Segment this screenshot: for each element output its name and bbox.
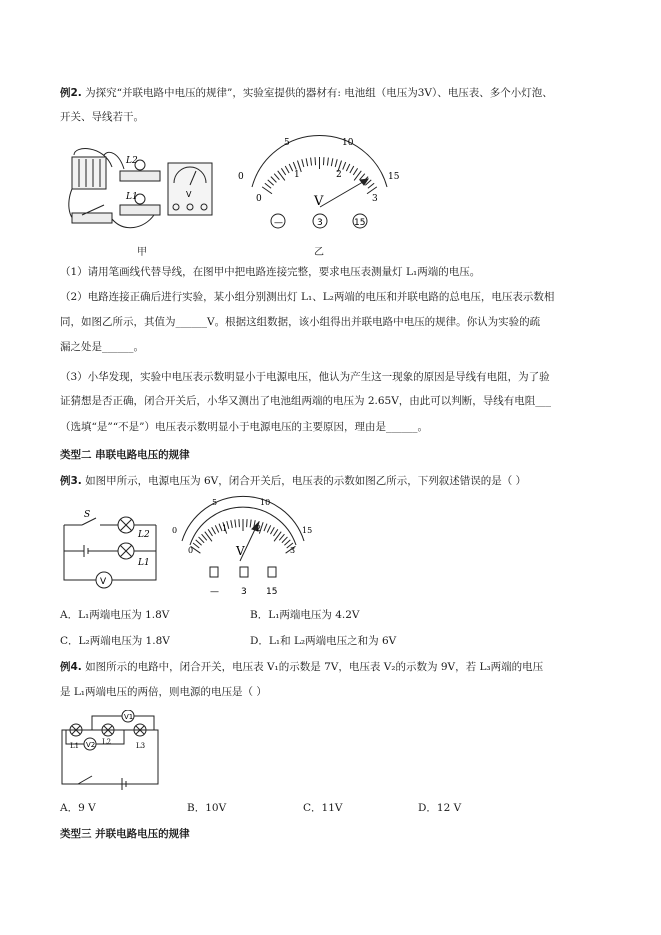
dial-tick [289, 164, 292, 171]
dial-tick [250, 520, 251, 528]
ex4-option-c[interactable]: C．11V [303, 802, 343, 814]
ex3-terminal-3 [240, 567, 248, 577]
ex3-meter-v: V [236, 544, 245, 558]
dial-tick [239, 519, 240, 527]
dial-tick [193, 543, 199, 548]
ex3-terminal-minus [210, 567, 218, 577]
dial-tick [335, 159, 337, 167]
ex2-label: 例2. [60, 87, 82, 99]
dial-tick [273, 529, 277, 536]
ex3-label: 例3. [60, 475, 82, 487]
ex3-meter [168, 495, 318, 600]
dial-tick [231, 520, 233, 528]
dial-tick [311, 158, 312, 166]
ex2-stem-2: 开关、导线若干。 [60, 111, 144, 123]
dial-tick [293, 162, 296, 169]
ex4-label-v2: V2 [86, 741, 96, 749]
ex2-q2-l1: （2）电路连接正确后进行实验，某小组分别测出灯 L₁、L₂两端的电压和并联电路的总电压，电压表示数相 [60, 291, 555, 303]
ex2-q3-l2: 证猜想是否正确，闭合开关后，小华又测出了电池组两端的电压为 2.65V，由此可以判断，导线有电阻___ [60, 395, 552, 407]
ex4-label-l3: L3 [136, 742, 146, 750]
ex2-q3-l1: （3）小华发现，实验中电压表示数明显小于电源电压，他认为产生这一现象的原因是导线有电阻，为了验 [60, 371, 550, 383]
ex2-figure-a [64, 143, 224, 238]
meter-needle [320, 179, 368, 207]
label-l2: L2 [126, 156, 138, 166]
dial-tick [265, 183, 271, 188]
ex3-option-d[interactable]: D．L₁和 L₂两端电压之和为 6V [250, 635, 397, 647]
dial-tick [350, 166, 354, 173]
dial-tick [212, 527, 216, 534]
dial-tick [279, 534, 284, 540]
ex3-stem-line [60, 474, 526, 488]
tick-bottom-3: 3 [372, 194, 378, 204]
dial-tick [331, 158, 333, 166]
ex4-label-v1: V1 [124, 713, 134, 721]
dial-tick [327, 158, 328, 166]
ex4-label: 例4. [60, 661, 82, 673]
dial-tick [247, 519, 248, 527]
dial-tick [235, 520, 236, 528]
ex3-terminal-minus-label: — [210, 587, 219, 597]
ex4-stem-line [60, 660, 543, 674]
ex3-dial-arc [182, 496, 304, 541]
tick-top-5: 5 [284, 138, 290, 148]
ex2-q3-l3: （选填“是”“不是”）电压表示数明显小于电源电压的主要原因，理由是______。 [60, 421, 428, 433]
ex3-tick-top-0: 0 [172, 526, 178, 535]
ex3-tick-bottom-0: 0 [188, 546, 194, 555]
dial-tick [196, 540, 202, 545]
dial-tick [284, 540, 290, 545]
ex3-circuit [60, 505, 170, 590]
meter-v-label: V [314, 194, 324, 209]
dial-tick [306, 158, 308, 166]
dial-tick [343, 162, 346, 169]
dial-tick [282, 537, 288, 543]
ex2-stem-1: 为探究“并联电路中电压的规律”，实验室提供的器材有: 电池组（电压为3V）、电压表、多个小灯泡、 [85, 87, 553, 99]
dial-tick [202, 534, 207, 540]
terminal-15-label: 15 [354, 218, 366, 228]
tick-bottom-2: 2 [336, 170, 342, 180]
ex3-tick-top-5: 5 [212, 498, 218, 507]
label-l1: L1 [126, 192, 138, 202]
ex3-tick-top-15: 15 [302, 526, 313, 535]
ex3-label-l2: L2 [138, 530, 150, 540]
ex3-option-a[interactable]: A．L₁两端电压为 1.8V [60, 609, 170, 621]
ex2-q1: （1）请用笔画线代替导线，在图甲中把电路连接完整，要求电压表测量灯 L₁两端的电压。 [60, 266, 481, 278]
ex3-label-v: V [100, 577, 107, 587]
ex3-tick-bottom-2: 2 [256, 524, 262, 533]
ex4-stem-2: 是 L₁两端电压的两倍，则电源的电压是（ ） [60, 686, 267, 698]
ex2-line1 [60, 86, 553, 100]
dial-tick [281, 168, 285, 175]
tick-bottom-1: 1 [294, 170, 300, 180]
ex2-q2-l3: 漏之处是______。 [60, 341, 144, 353]
ex4-option-d[interactable]: D．12 V [418, 802, 462, 814]
ex3-terminal-15-label: 15 [266, 587, 278, 597]
ex4-circuit [58, 710, 168, 790]
ex3-terminal-3-label: 3 [241, 587, 247, 597]
tick-top-0: 0 [238, 172, 244, 182]
dial-tick [315, 157, 316, 165]
dial-tick [353, 168, 357, 175]
type3-heading: 类型三 并联电路电压的规律 [60, 828, 190, 840]
dial-tick [208, 529, 212, 536]
ex4-label-l2: L2 [102, 738, 112, 746]
terminal-3-label: 3 [317, 218, 323, 228]
battery-pack [72, 157, 106, 189]
ex4-option-a[interactable]: A．9 V [60, 802, 96, 814]
dial-tick [270, 527, 274, 534]
ex3-label-s: S [84, 510, 91, 520]
ex2-q2-l2: 同，如图乙所示，其值为______V。根据这组数据，该小组得出并联电路中电压的规律。你认为实验的疏 [60, 316, 541, 328]
dial-tick [360, 174, 365, 180]
terminal-minus-label: — [274, 218, 283, 228]
dial-tick [302, 159, 304, 167]
ex4-option-b[interactable]: B．10V [187, 802, 227, 814]
ex3-stem: 如图甲所示，电源电压为 6V，闭合开关后，电压表的示数如图乙所示，下列叙述错误的是（ ） [85, 475, 527, 487]
ex3-tick-bottom-3: 3 [290, 546, 296, 555]
ex3-tick-bottom-1: 1 [222, 524, 228, 533]
tick-bottom-0: 0 [256, 194, 262, 204]
tick-top-10: 10 [342, 138, 354, 148]
ex3-label-l1: L1 [138, 558, 150, 568]
dial-tick [285, 166, 289, 173]
ex2-caption-a: 甲 [137, 247, 147, 258]
ex4-stem-1: 如图所示的电路中，闭合开关，电压表 V₁的示数是 7V，电压表 V₂的示数为 9V，若 L₃两端的电压 [85, 661, 544, 673]
tick-top-15: 15 [388, 172, 400, 182]
dial-tick [323, 157, 324, 165]
ex3-option-b[interactable]: B．L₁两端电压为 4.2V [250, 609, 360, 621]
ex4-switch [78, 776, 92, 784]
dial-tick [368, 183, 374, 188]
label-v: V [186, 190, 192, 199]
switch-base [72, 213, 112, 223]
dial-tick [271, 177, 277, 183]
ex3-terminal-15 [268, 567, 276, 577]
dial-tick [274, 174, 279, 180]
dial-tick [346, 164, 349, 171]
type2-heading: 类型二 串联电路电压的规律 [60, 449, 190, 461]
ex4-label-l1: L1 [70, 742, 80, 750]
ex2-caption-b: 乙 [314, 247, 324, 258]
dial-tick [267, 525, 270, 532]
dial-tick [227, 521, 229, 529]
dial-tick [215, 525, 218, 532]
dial-tick [268, 180, 274, 185]
dial-tick [264, 524, 267, 531]
ex3-option-c[interactable]: C．L₂两端电压为 1.8V [60, 635, 170, 647]
voltmeter-box [168, 163, 212, 215]
ex2-figure-b [232, 135, 407, 235]
dial-tick [199, 537, 205, 543]
ex3-tick-top-10: 10 [260, 498, 271, 507]
